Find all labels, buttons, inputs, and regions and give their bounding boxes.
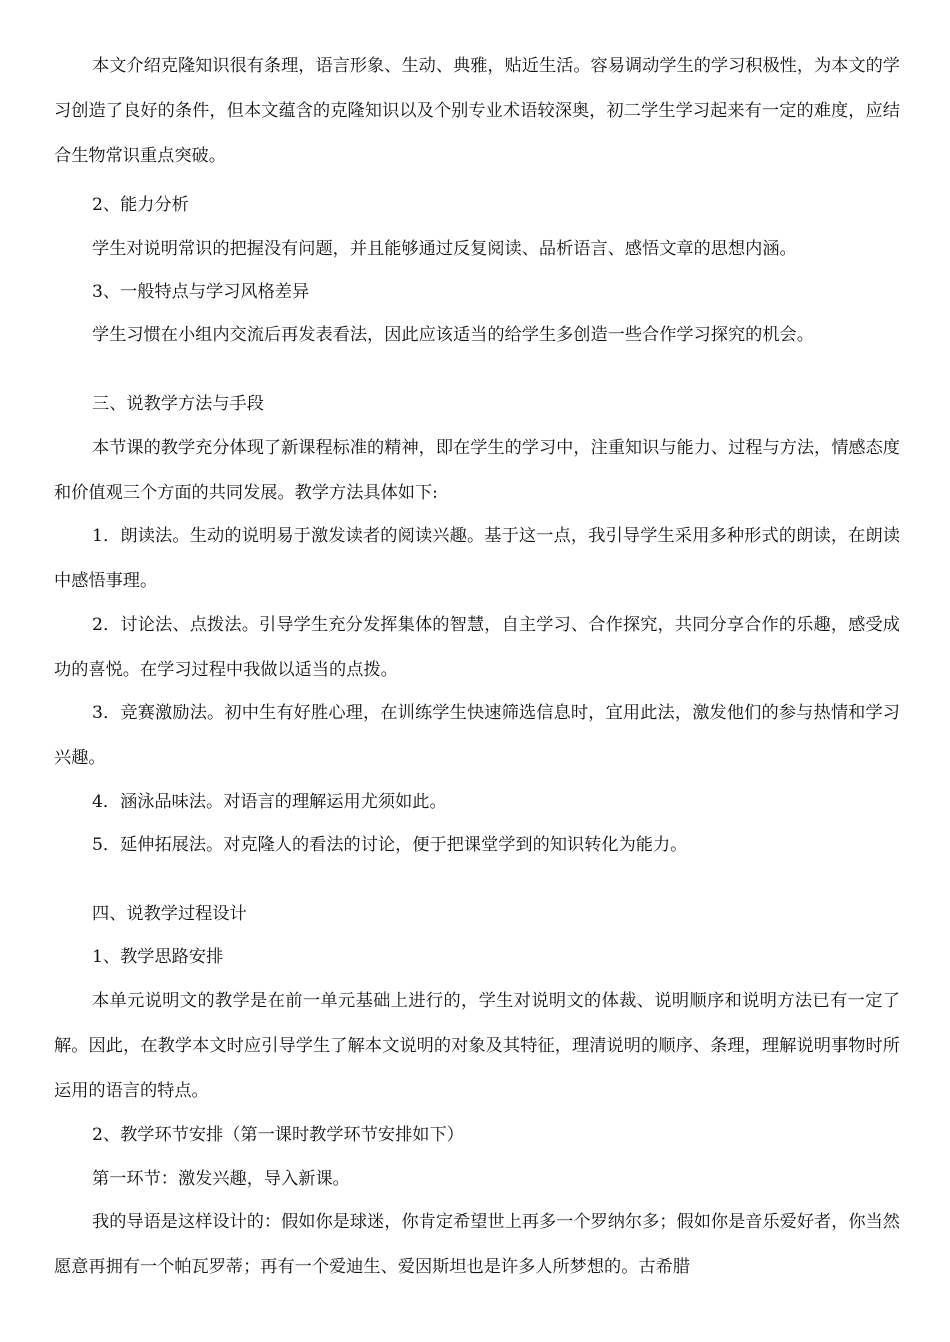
paragraph-lead-in: 我的导语是这样设计的：假如你是球迷，你肯定希望世上再多一个罗纳尔多；假如你是音乐爱好者，你当然愿意再拥有一个帕瓦罗蒂；再有一个爱迪生、爱因斯坦也是许多人所梦想的。古希腊 <box>54 1212 900 1277</box>
step-one-heading: 第一环节：激发兴趣，导入新课。 <box>92 1169 350 1189</box>
heading-ability-analysis: 2、能力分析 <box>92 195 189 215</box>
method-item-2: 2．讨论法、点拨法。引导学生充分发挥集体的智慧，自主学习、合作探究，共同分享合作的乐趣，感受成功的喜悦。在学习过程中我做以适当的点拨。 <box>54 615 900 680</box>
method-item-5: 5．延伸拓展法。对克隆人的看法的讨论，便于把课堂学到的知识转化为能力。 <box>92 835 688 855</box>
heading-teaching-ideas: 1、教学思路安排 <box>92 947 224 967</box>
method-item-4: 4．涵泳品味法。对语言的理解运用尤须如此。 <box>92 792 447 812</box>
paragraph-methods-intro: 本节课的教学充分体现了新课程标准的精神，即在学生的学习中，注重知识与能力、过程与方法，情感态度和价值观三个方面的共同发展。教学方法具体如下: <box>54 438 900 503</box>
section-heading-process: 四、说教学过程设计 <box>92 904 247 924</box>
paragraph-learning-style: 学生习惯在小组内交流后再发表看法，因此应该适当的给学生多创造一些合作学习探究的机会。 <box>92 325 814 345</box>
paragraph-teaching-ideas: 本单元说明文的教学是在前一单元基础上进行的，学生对说明文的体裁、说明顺序和说明方法已有一定了解。因此，在教学本文时应引导学生了解本文说明的对象及其特征，理清说明的顺序、条理，理解说明事物时所运用的语言的特点。 <box>54 991 900 1101</box>
heading-teaching-steps: 2、教学环节安排（第一课时教学环节安排如下） <box>92 1125 464 1145</box>
method-item-1: 1．朗读法。生动的说明易于激发读者的阅读兴趣。基于这一点，我引导学生采用多种形式的朗读，在朗读中感悟事理。 <box>54 526 900 591</box>
heading-learning-style: 3、一般特点与学习风格差异 <box>92 282 310 302</box>
section-heading-methods: 三、说教学方法与手段 <box>92 394 264 414</box>
paragraph-intro-analysis: 本文介绍克隆知识很有条理，语言形象、生动、典雅，贴近生活。容易调动学生的学习积极性，为本文的学习创造了良好的条件，但本文蕴含的克隆知识以及个别专业术语较深奥，初二学生学习起来有一定的难度，应结合生物常识重点突破。 <box>54 56 900 166</box>
method-item-3: 3．竞赛激励法。初中生有好胜心理，在训练学生快速筛选信息时，宜用此法，激发他们的参与热情和学习兴趣。 <box>54 703 900 768</box>
paragraph-ability: 学生对说明常识的把握没有问题，并且能够通过反复阅读、品析语言、感悟文章的思想内涵。 <box>92 239 797 259</box>
